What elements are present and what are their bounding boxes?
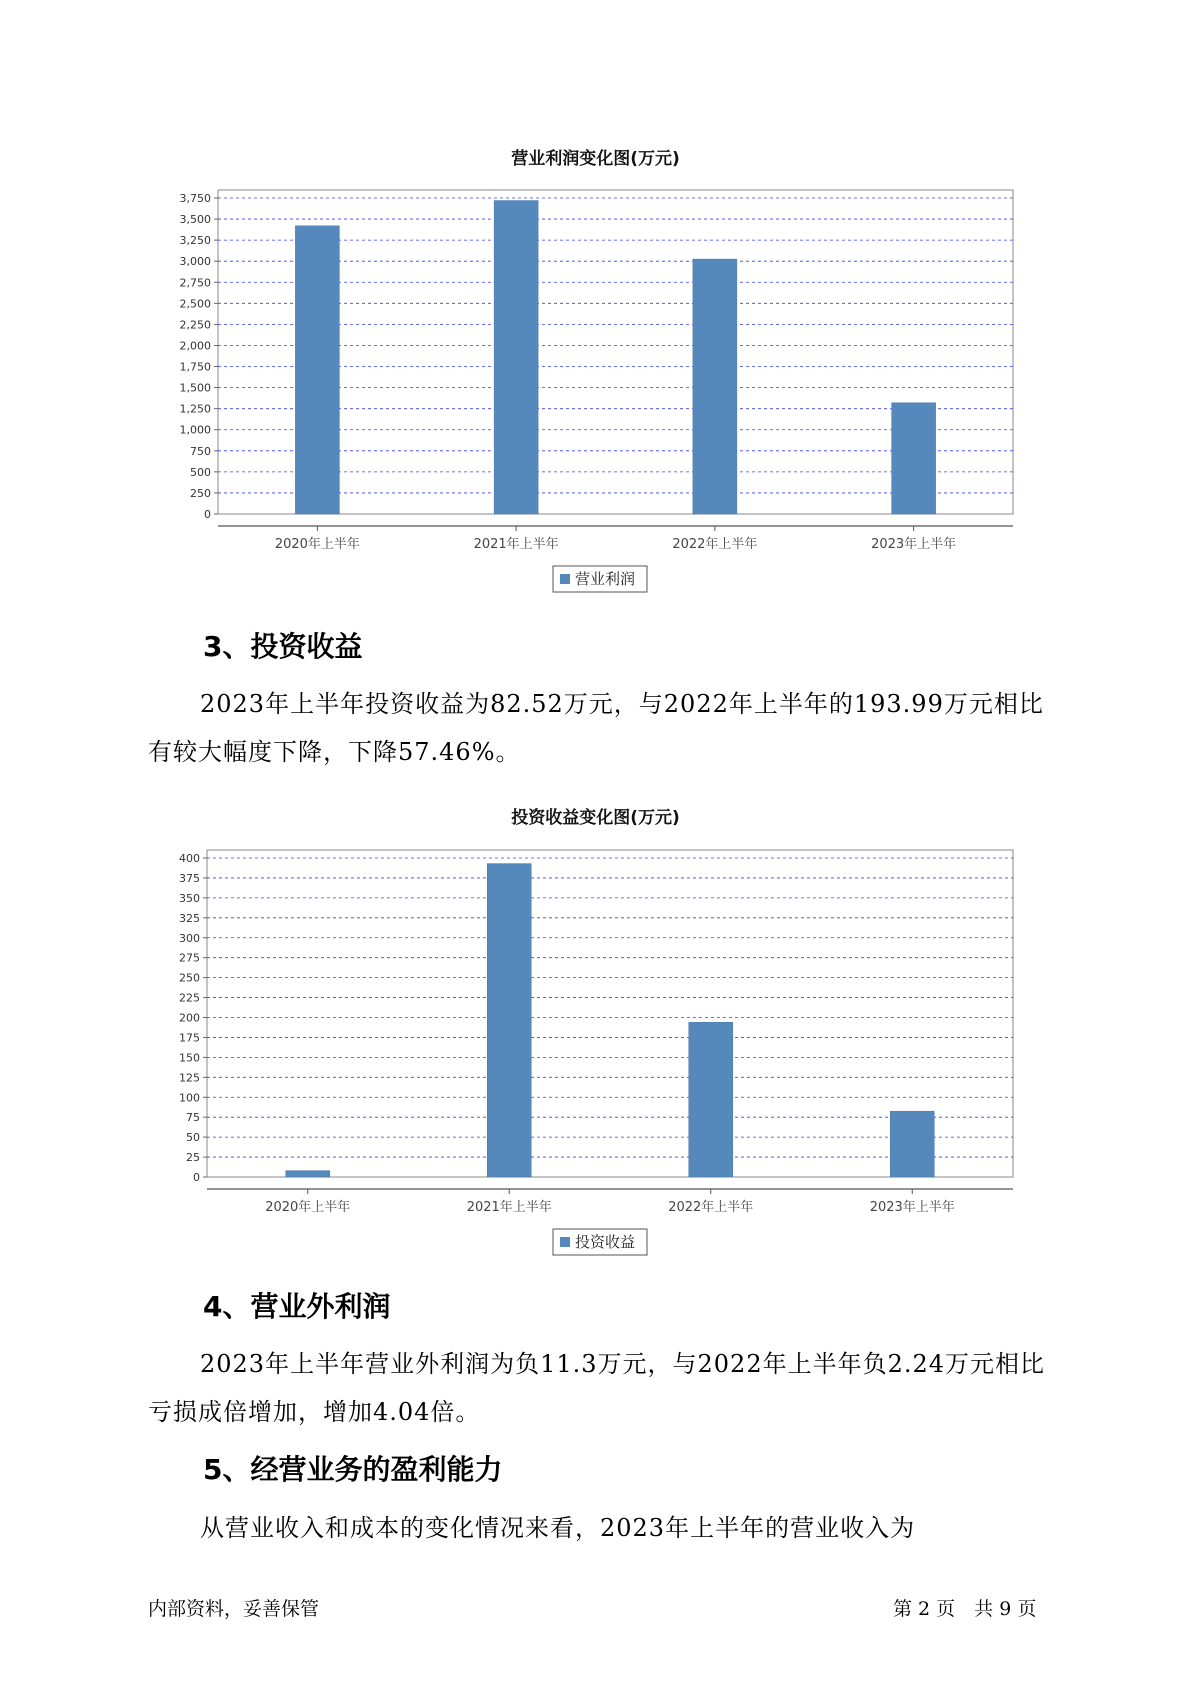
chart2-y-tick-label: 200 xyxy=(179,1011,200,1025)
chart2-legend-swatch xyxy=(560,1237,570,1247)
chart1-bar-2 xyxy=(693,259,737,514)
chart1-x-tick-label: 2020年上半年 xyxy=(274,537,360,552)
chart1-bar-3 xyxy=(892,403,936,514)
chart1-y-tick-label: 750 xyxy=(190,444,211,458)
chart2-y-tick-label: 375 xyxy=(179,871,200,885)
chart1-x-tick-label: 2021年上半年 xyxy=(473,537,559,552)
chart1-y-tick-label: 3,500 xyxy=(179,213,211,227)
section3-paragraph: 2023年上半年投资收益为82.52万元，与2022年上半年的193.99万元相比有较大幅度下降，下降57.46%。 xyxy=(148,690,1044,766)
section3-heading: 3、投资收益 xyxy=(203,630,363,663)
chart2-y-tick-label: 400 xyxy=(179,852,200,865)
chart1-y-tick-label: 3,250 xyxy=(179,234,211,248)
chart2-y-tick-label: 300 xyxy=(179,931,200,945)
section5-paragraph: 从营业收入和成本的变化情况来看，2023年上半年的营业收入为 xyxy=(200,1514,916,1542)
chart1-operating-profit xyxy=(0,170,1191,590)
chart1-y-tick-label: 3,000 xyxy=(179,255,211,269)
chart2-y-tick-label: 350 xyxy=(179,891,200,905)
chart1-y-tick-label: 1,500 xyxy=(179,381,211,395)
chart2-x-tick-label: 2020年上半年 xyxy=(265,1200,351,1215)
chart2-bar-3 xyxy=(890,1111,934,1177)
chart2-x-tick-label: 2022年上半年 xyxy=(668,1200,754,1215)
chart2-y-tick-label: 25 xyxy=(186,1151,200,1165)
chart1-y-tick-label: 500 xyxy=(190,465,211,479)
section4-paragraph: 2023年上半年营业外利润为负11.3万元，与2022年上半年负2.24万元相比亏损成倍增加，增加4.04倍。 xyxy=(148,1350,1046,1426)
chart2-y-tick-label: 225 xyxy=(179,991,200,1005)
chart1-y-tick-label: 3,750 xyxy=(179,192,211,205)
chart2-bar-0 xyxy=(286,1171,330,1177)
chart1-y-tick-label: 2,750 xyxy=(179,276,211,290)
chart1-x-tick-label: 2023年上半年 xyxy=(871,537,957,552)
chart2-y-tick-label: 100 xyxy=(179,1091,200,1105)
chart2-y-tick-label: 0 xyxy=(193,1171,200,1184)
chart1-y-tick-label: 1,250 xyxy=(179,402,211,416)
section4-heading: 4、营业外利润 xyxy=(203,1290,391,1323)
chart2-y-tick-label: 275 xyxy=(179,951,200,965)
chart2-y-tick-label: 75 xyxy=(186,1111,200,1125)
chart1-legend-label: 营业利润 xyxy=(575,570,636,588)
chart2-y-tick-label: 50 xyxy=(186,1131,200,1145)
chart1-bar-0 xyxy=(295,226,339,514)
chart2-x-tick-label: 2021年上半年 xyxy=(466,1200,552,1215)
chart1-y-tick-label: 2,250 xyxy=(179,318,211,332)
chart1-y-tick-label: 0 xyxy=(204,508,211,521)
chart2-y-tick-label: 175 xyxy=(179,1031,200,1045)
chart2-investment-income xyxy=(0,830,1191,1250)
chart2-bar-2 xyxy=(689,1022,733,1177)
chart2-y-tick-label: 250 xyxy=(179,971,200,985)
chart1-x-tick-label: 2022年上半年 xyxy=(672,537,758,552)
section5-heading: 5、经营业务的盈利能力 xyxy=(203,1453,503,1486)
chart2-y-tick-label: 125 xyxy=(179,1071,200,1085)
chart2-title: 投资收益变化图(万元) xyxy=(511,808,680,828)
chart2-legend-label: 投资收益 xyxy=(575,1233,636,1251)
chart1-bar-1 xyxy=(494,201,538,514)
footer-left: 内部资料，妥善保管 xyxy=(148,1598,320,1620)
chart1-y-tick-label: 2,500 xyxy=(179,297,211,311)
chart2-x-tick-label: 2023年上半年 xyxy=(869,1200,955,1215)
chart2-bar-1 xyxy=(487,864,531,1177)
chart1-y-tick-label: 1,750 xyxy=(179,360,211,374)
chart1-y-tick-label: 1,000 xyxy=(179,423,211,437)
chart1-legend-swatch xyxy=(560,574,570,584)
footer-page-number: 第 2 页 共 9 页 xyxy=(893,1598,1037,1620)
chart2-y-tick-label: 325 xyxy=(179,911,200,925)
chart1-title: 营业利润变化图(万元) xyxy=(511,149,680,169)
chart1-y-tick-label: 250 xyxy=(190,486,211,500)
chart1-y-tick-label: 2,000 xyxy=(179,339,211,353)
chart2-y-tick-label: 150 xyxy=(179,1051,200,1065)
